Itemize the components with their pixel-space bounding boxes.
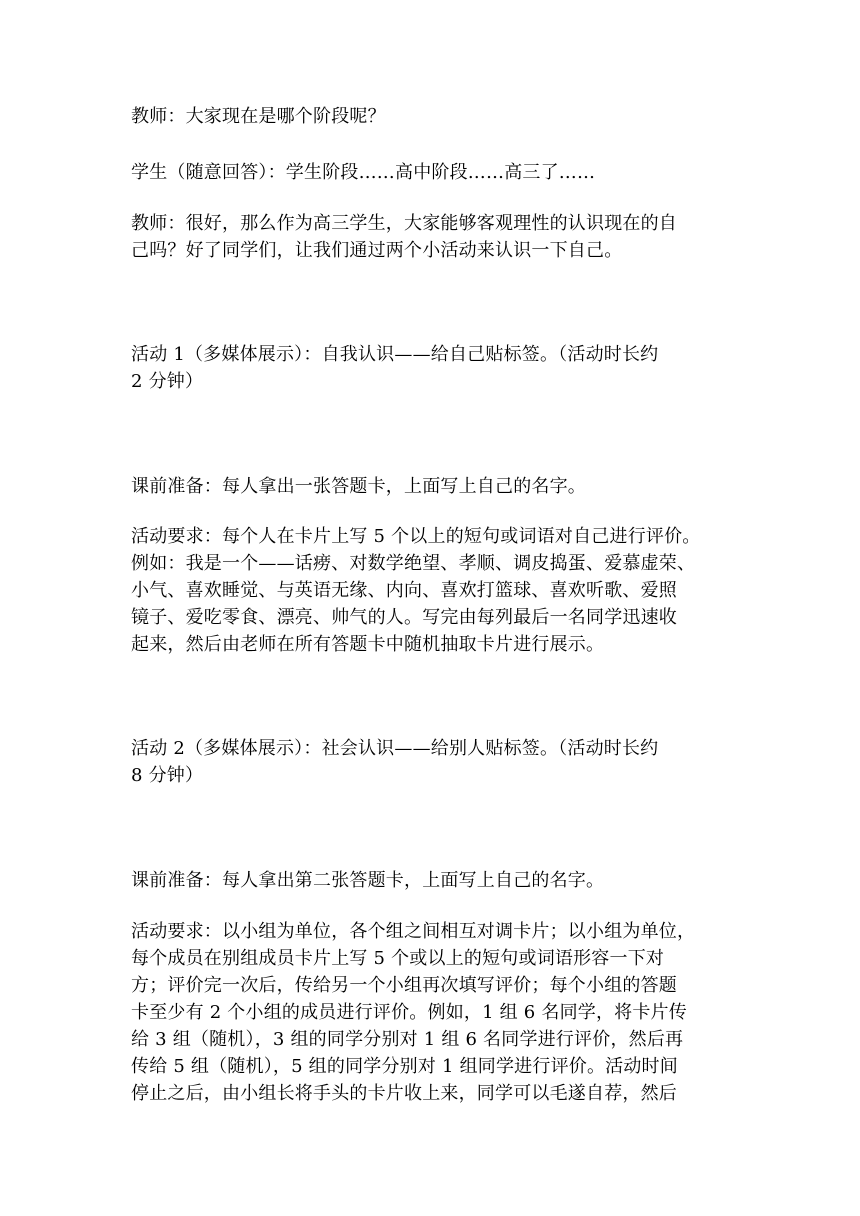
- text-line: 教师：很好，那么作为高三学生，大家能够客观理性的认识现在的自: [131, 213, 677, 234]
- activity-2-requirements: [131, 918, 743, 1107]
- text-line: 学生（随意回答）：学生阶段……高中阶段……高三了……: [131, 162, 596, 183]
- text-line: 起来，然后由老师在所有答题卡中随机抽取卡片进行展示。: [131, 634, 605, 655]
- student-answer-paragraph: [131, 159, 743, 186]
- text-line: 方；评价完一次后，传给另一个小组再次填写评价；每个小组的答题: [131, 975, 677, 996]
- teacher-question-paragraph: [131, 103, 743, 130]
- text-line: 活动 2（多媒体展示）：社会认识——给别人贴标签。（活动时长约: [131, 738, 659, 759]
- text-line: 教师：大家现在是哪个阶段呢？: [131, 106, 386, 127]
- text-line: 活动要求：以小组为单位，各个组之间相互对调卡片；以小组为单位，: [131, 921, 696, 942]
- text-line: 2 分钟）: [131, 371, 204, 392]
- text-line: 课前准备：每人拿出第二张答题卡，上面写上自己的名字。: [131, 870, 605, 891]
- text-line: 停止之后，由小组长将手头的卡片收上来，同学可以毛遂自荐，然后: [131, 1083, 677, 1104]
- text-line: 活动 1（多媒体展示）：自我认识——给自己贴标签。（活动时长约: [131, 344, 659, 365]
- activity-1-requirements: [131, 523, 743, 658]
- text-line: 卡至少有 2 个小组的成员进行评价。例如，1 组 6 名同学，将卡片传: [131, 1002, 687, 1023]
- teacher-intro-paragraph: [131, 210, 743, 264]
- text-line: 8 分钟）: [131, 765, 204, 786]
- text-line: 每个成员在别组成员卡片上写 5 个或以上的短句或词语形容一下对: [131, 948, 665, 969]
- text-line: 例如：我是一个——话痨、对数学绝望、孝顺、调皮捣蛋、爱慕虚荣、: [131, 553, 696, 574]
- text-line: 给 3 组（随机），3 组的同学分别对 1 组 6 名同学进行评价，然后再: [131, 1029, 684, 1050]
- activity-1-heading: [131, 341, 743, 395]
- activity-2-heading: [131, 735, 743, 789]
- text-line: 小气、喜欢睡觉、与英语无缘、内向、喜欢打篮球、喜欢听歌、爱照: [131, 580, 677, 601]
- activity-2-preparation: [131, 867, 743, 894]
- text-line: 己吗？好了同学们，让我们通过两个小活动来认识一下自己。: [131, 240, 623, 261]
- text-line: 镜子、爱吃零食、漂亮、帅气的人。写完由每列最后一名同学迅速收: [131, 607, 677, 628]
- text-line: 活动要求：每个人在卡片上写 5 个以上的短句或词语对自己进行评价。: [131, 526, 701, 547]
- text-line: 课前准备：每人拿出一张答题卡，上面写上自己的名字。: [131, 476, 586, 497]
- text-line: 传给 5 组（随机），5 组的同学分别对 1 组同学进行评价。活动时间: [131, 1056, 678, 1077]
- activity-1-preparation: [131, 473, 743, 500]
